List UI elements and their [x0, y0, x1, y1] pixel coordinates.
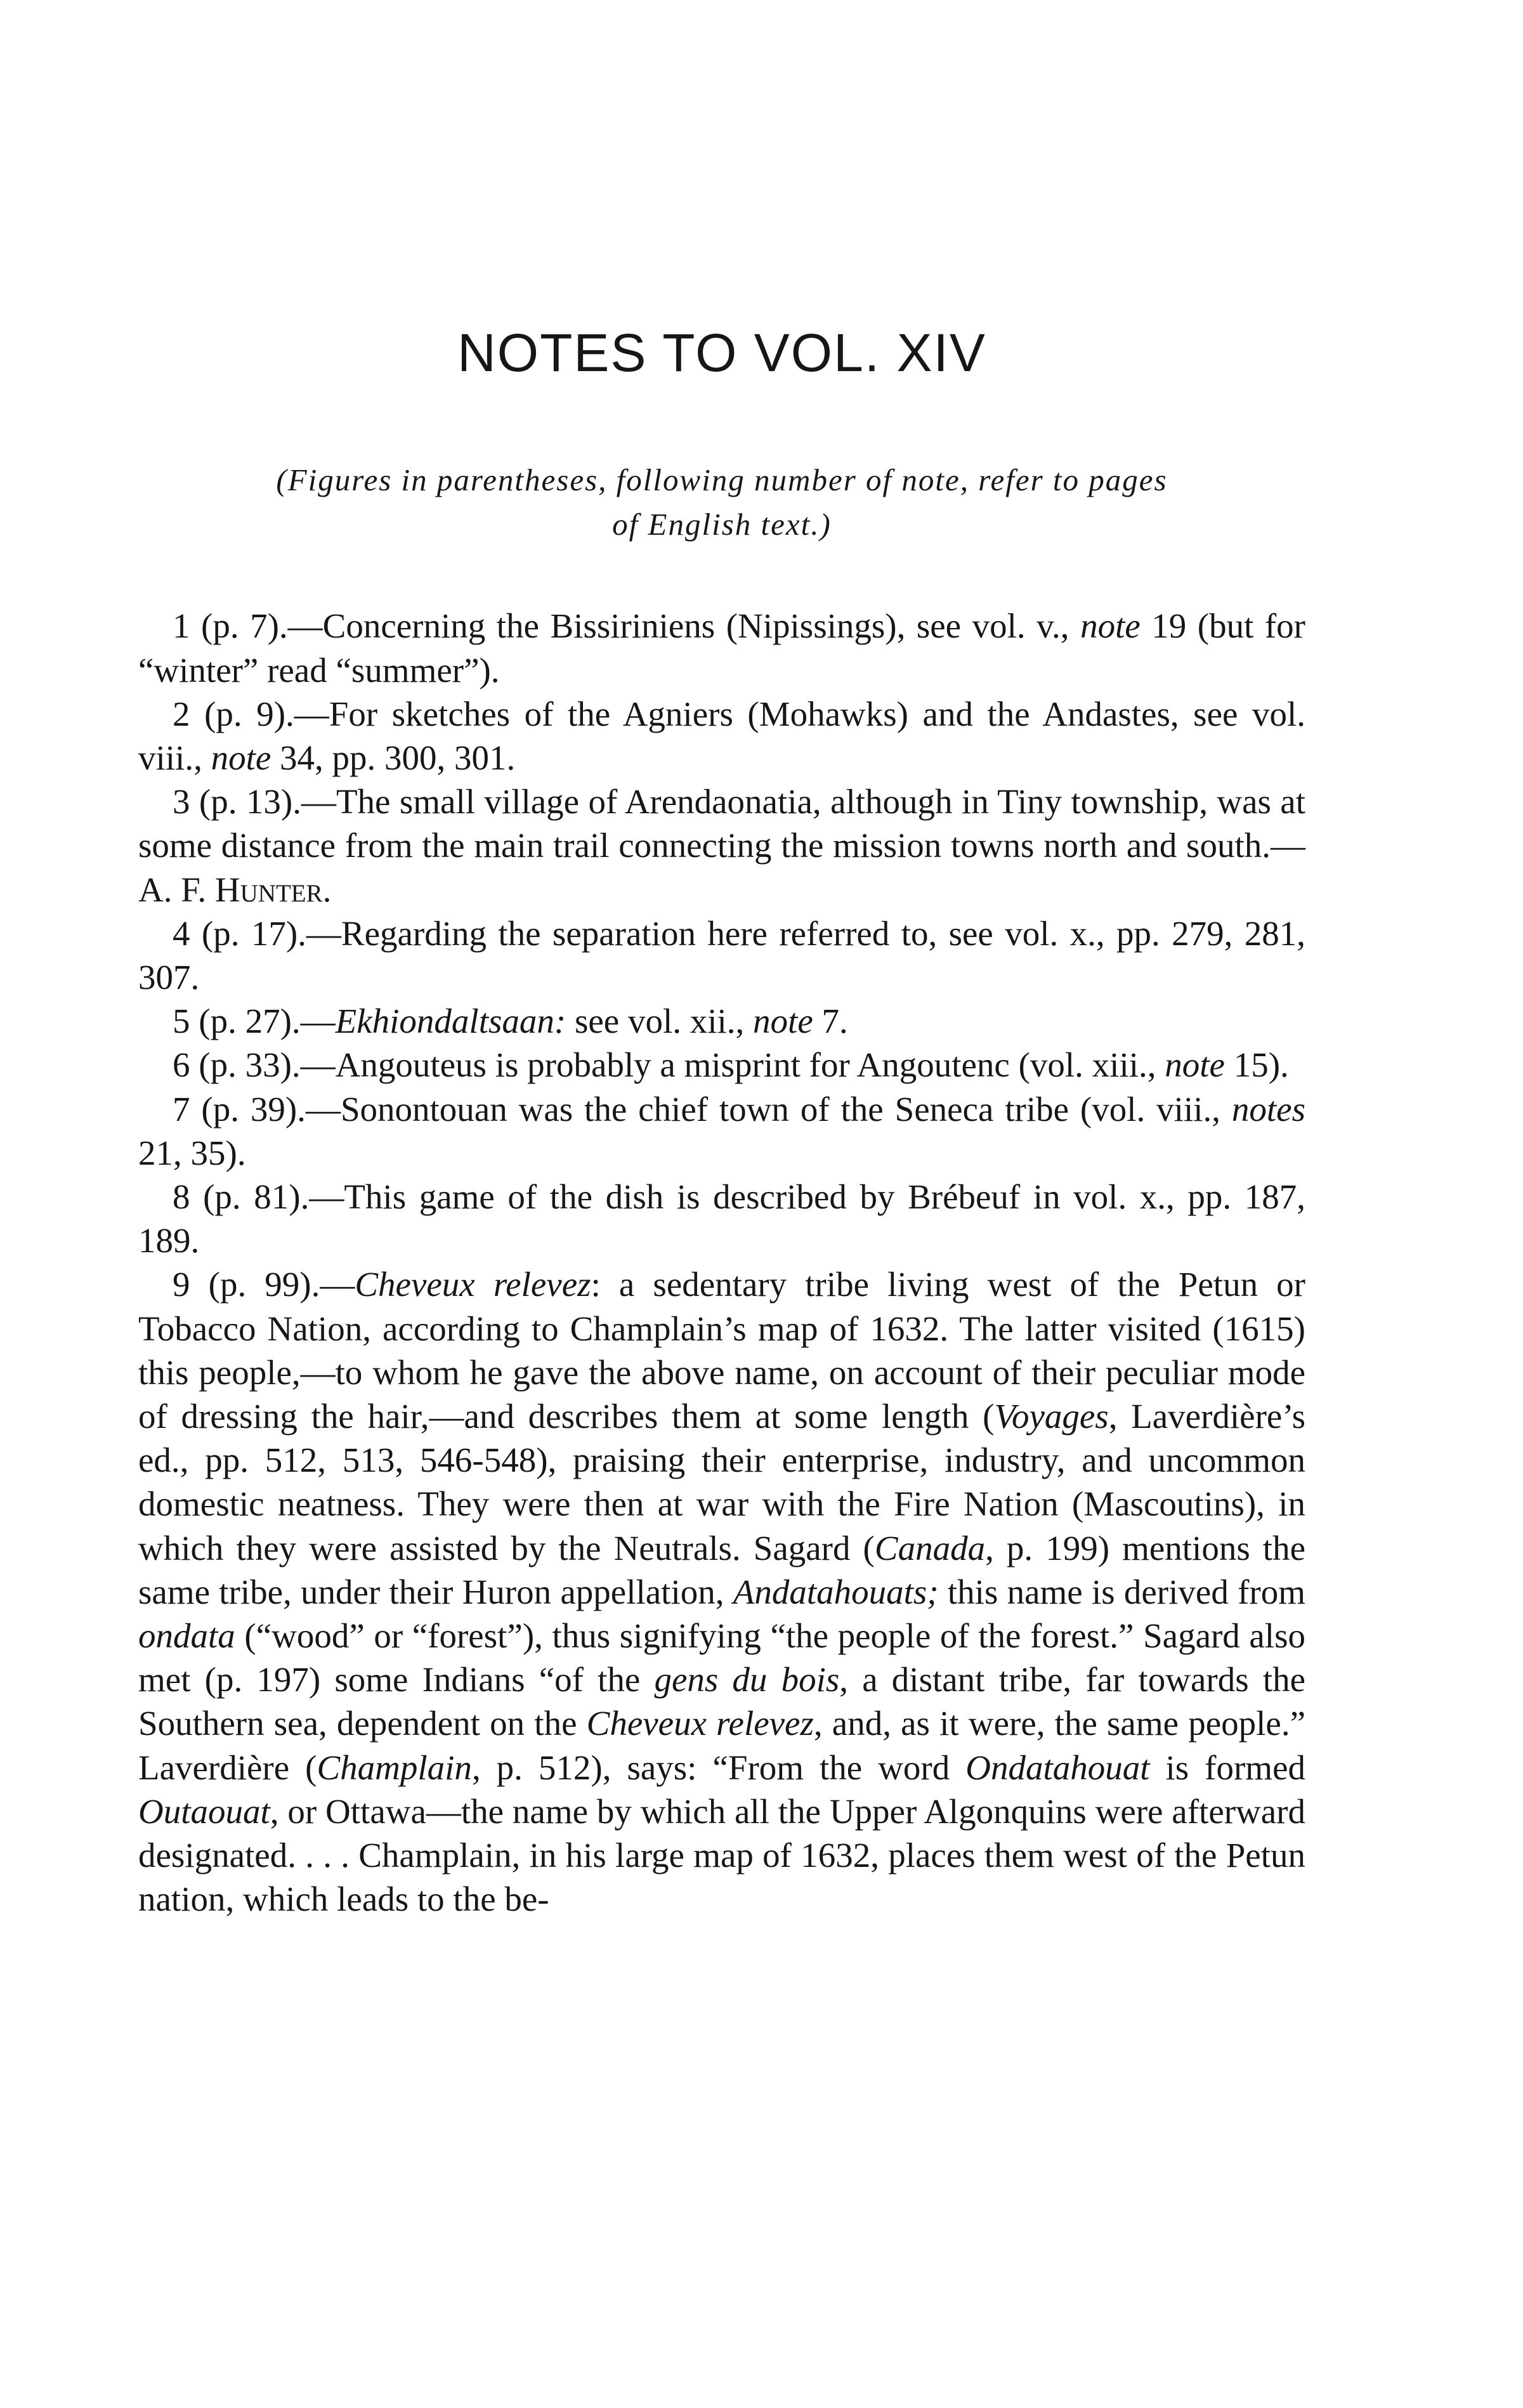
note-text: is formed: [1149, 1748, 1305, 1787]
note-text: , or Ottawa—the name by which all the Upper Algonquins were afterward designated. . . . Champlain, in his large map of 1632, places them west of the Petun nation, which leads to the be-: [138, 1791, 1305, 1919]
note-6: 6 (p. 33).—Angouteus is probably a misprint for Angoutenc (vol. xiii., note 15).: [173, 1045, 1289, 1085]
subtitle: [138, 458, 1305, 547]
page: [138, 324, 1305, 1921]
note-5: 5 (p. 27).—Ekhiondaltsaan: see vol. xii., note 7.: [173, 1002, 848, 1041]
note-text: , Laverdière’s ed., pp. 512, 513, 546-548), praising their enterprise, industry, and uncommon domestic neatness. They were then at war with the Fire Nation (Mascoutins), in which they were assisted by the Neutrals. Sagard (: [138, 1397, 1305, 1567]
note-text: 19 (but for “winter” read “summer”).: [138, 606, 1306, 690]
note-page-ref: (p. 39).: [201, 1089, 306, 1129]
note-text: (“wood” or “forest”), thus signifying “the people of the forest.” Sagard also met (p. 197) some Indians “of the: [138, 1616, 1305, 1699]
note-page-ref: (p. 17).: [201, 913, 306, 953]
note-text: Concerning the Bissiriniens (Nipissings), see vol. v.,: [322, 606, 1081, 646]
note-4: 4 (p. 17).—Regarding the separation here referred to, see vol. x., pp. 279, 281, 307.: [138, 913, 1305, 997]
note-9: 9 (p. 99).—Cheveux relevez: a sedentary tribe living west of the Petun or Tobacco Nation, according to Champlain’s map of 1632. The latter visited (1615) this people,—to whom he gave the above name, on account of their peculiar mode of dressing the hair,—and describes them at some length (Voyages, Laverdière’s ed., pp. 512, 513, 546-548), praising their enterprise, industry, and uncommon domestic neatness. They were then at war with the Fire Nation (Mascoutins), in which they were assisted by the Neutrals. Sagard (Canada, p. 199) mentions the same tribe, under their Huron appellation, Andatahouats; this name is derived from ondata (“wood” or “forest”), thus signifying “the people of the forest.” Sagard also met (p. 197) some Indians “of the gens du bois, a distant tribe, far towards the Southern sea, dependent on the Cheveux relevez, and, as it were, the same people.” Laverdière (Champlain, p. 512), says: “From the word Ondatahouat is formed Outaouat, or Ottawa—the name by which all the Upper Algonquins were afterward designated. . . . Champlain, in his large map of 1632, places them west of the Petun nation, which leads to the be-: [138, 1265, 1306, 1919]
note-number: 2: [173, 694, 190, 733]
note-text: : a sedentary tribe living west of the Petun or Tobacco Nation, according to Champlain’s map of 1632. The latter visited (1615) this people,—to whom he gave the above name, on account of their peculiar mode of dressing the hair,—and describes them at some length (: [138, 1265, 1306, 1436]
note-number: 5: [173, 1002, 190, 1041]
note-italic-text: Voyages: [994, 1397, 1109, 1436]
note-italic-text: notes: [1231, 1089, 1306, 1129]
note-italic-text: Outaouat: [138, 1791, 270, 1831]
note-number: 3: [173, 782, 190, 821]
note-italic-text: Andatahouats;: [733, 1572, 939, 1611]
note-text: For sketches of the Agniers (Mohawks) and the Andastes, see vol. viii.,: [138, 694, 1305, 777]
note-text: 34, pp. 300, 301.: [271, 738, 516, 777]
note-number: 9: [173, 1265, 190, 1304]
note-text: 7.: [813, 1002, 848, 1041]
note-8: 8 (p. 81).—This game of the dish is described by Brébeuf in vol. x., pp. 187, 189.: [138, 1177, 1305, 1260]
note-number: 7: [173, 1089, 190, 1129]
note-text: , a distant tribe, far towards the Southern sea, dependent on the: [138, 1660, 1306, 1743]
note-italic-text: note: [1165, 1045, 1225, 1085]
note-text: Sonontouan was the chief town of the Seneca tribe (vol. viii.,: [340, 1089, 1232, 1129]
note-text: , p. 199) mentions the same tribe, under their Huron appellation,: [138, 1528, 1305, 1611]
note-italic-text: ondata: [138, 1616, 235, 1656]
note-page-ref: (p. 99).: [208, 1265, 320, 1304]
subtitle-line-1: (Figures in parentheses, following number of note, refer to pages: [276, 462, 1168, 498]
note-text: 21, 35).: [138, 1133, 246, 1172]
note-number: 4: [173, 913, 190, 953]
note-text: , and, as it were, the same people.” Laverdière (: [138, 1704, 1305, 1787]
note-number: 8: [173, 1177, 190, 1217]
note-text: this name is derived from: [938, 1572, 1305, 1611]
note-3: 3 (p. 13).—The small village of Arendaonatia, although in Tiny township, was at some distance from the main trail connecting the mission towns north and south.—A. F. Hunter.: [138, 782, 1305, 909]
note-page-ref: (p. 7).: [201, 606, 288, 646]
note-text: Angouteus is probably a misprint for Angoutenc (vol. xiii.,: [335, 1045, 1165, 1085]
note-7: 7 (p. 39).—Sonontouan was the chief town of the Seneca tribe (vol. viii., notes 21, 35).: [138, 1089, 1306, 1172]
note-page-ref: (p. 33).: [199, 1045, 301, 1085]
note-italic-text: Cheveux relevez: [355, 1265, 591, 1304]
note-italic-text: Ekhiondaltsaan:: [335, 1002, 566, 1041]
note-text: The small village of Arendaonatia, although in Tiny township, was at some distance from the main trail connecting the mission towns north and south.—A. F.: [138, 782, 1305, 909]
note-italic-text: Champlain: [317, 1748, 472, 1787]
page-title: NOTES TO VOL. XIV: [457, 323, 986, 383]
note-italic-text: note: [211, 738, 271, 777]
note-1: 1 (p. 7).—Concerning the Bissiriniens (Nipissings), see vol. v., note 19 (but for “winter” read “summer”).: [138, 606, 1306, 690]
note-italic-text: Canada: [874, 1528, 986, 1567]
note-author: Hunter: [214, 870, 323, 909]
notes-list: [138, 604, 1305, 1921]
subtitle-line-2: of English text.): [612, 507, 832, 542]
note-number: 1: [173, 606, 190, 646]
note-number: 6: [173, 1045, 190, 1085]
note-italic-text: note: [753, 1002, 813, 1041]
note-page-ref: (p. 27).: [199, 1002, 301, 1041]
note-italic-text: Ondatahouat: [965, 1748, 1150, 1787]
note-text: .: [322, 870, 332, 909]
note-2: 2 (p. 9).—For sketches of the Agniers (Mohawks) and the Andastes, see vol. viii., note 34, pp. 300, 301.: [138, 694, 1305, 777]
note-italic-text: Cheveux relevez: [586, 1704, 814, 1743]
note-italic-text: note: [1080, 606, 1141, 646]
note-page-ref: (p. 9).: [204, 694, 294, 733]
note-text: Regarding the separation here referred to, see vol. x., pp. 279, 281, 307.: [138, 913, 1305, 997]
note-text: 15).: [1224, 1045, 1289, 1085]
note-italic-text: gens du bois: [654, 1660, 840, 1699]
note-text: This game of the dish is described by Brébeuf in vol. x., pp. 187, 189.: [138, 1177, 1305, 1260]
note-page-ref: (p. 13).: [199, 782, 301, 821]
note-text: , p. 512), says: “From the word: [471, 1748, 966, 1787]
note-text: see vol. xii.,: [566, 1002, 754, 1041]
note-page-ref: (p. 81).: [203, 1177, 310, 1217]
